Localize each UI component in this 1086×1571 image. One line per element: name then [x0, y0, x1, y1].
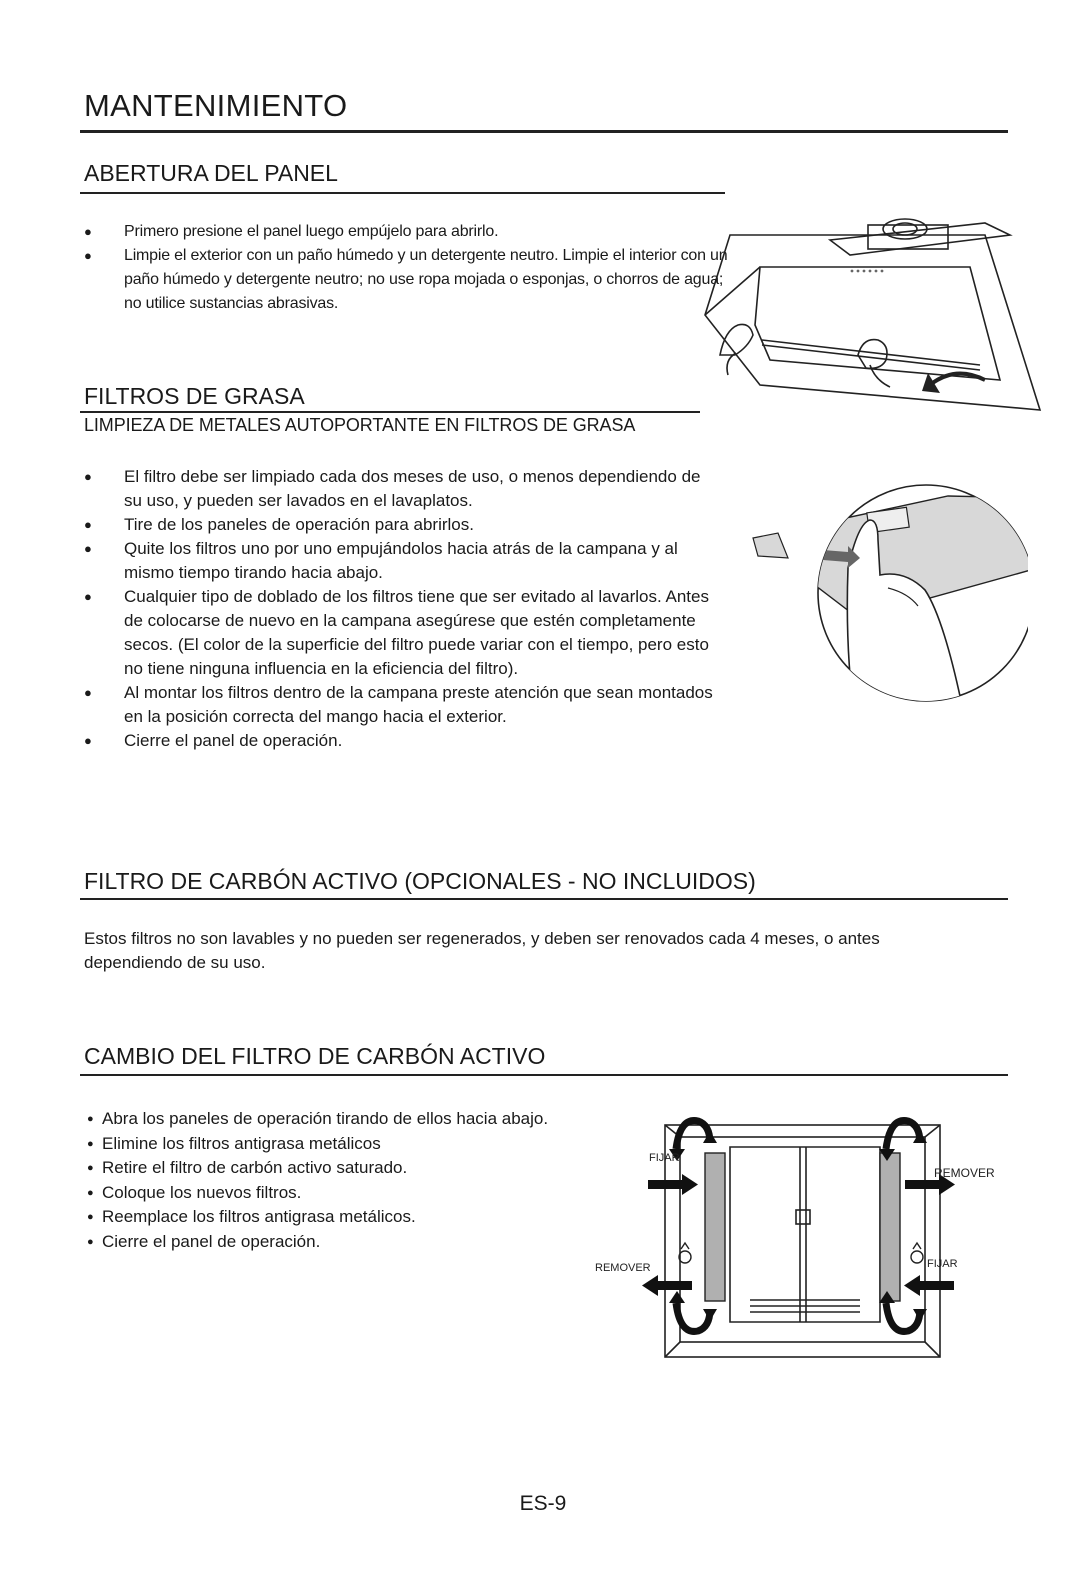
hood-panel-illustration: [700, 205, 1045, 415]
panel-bullet-list: [80, 220, 730, 316]
grease-heading: FILTROS DE GRASA: [84, 383, 305, 409]
list-item: ● Reemplace los filtros antigrasa metálicos.: [84, 1205, 684, 1230]
page-number: ES-9: [519, 1492, 567, 1515]
remover-bottom-label: REMOVER: [595, 1262, 651, 1274]
panel-divider: [80, 192, 725, 194]
carbon-filter-left: [705, 1153, 725, 1301]
carbon-divider: [80, 898, 1008, 900]
list-item: ● Cierre el panel de operación.: [84, 1230, 684, 1255]
grease-divider: [80, 411, 700, 413]
title-divider: [80, 130, 1008, 133]
list-item: ● Al montar los filtros dentro de la campana preste atención que sean montados en la posición correcta del mango hacia el exterior.: [80, 681, 720, 729]
change-heading: CAMBIO DEL FILTRO DE CARBÓN ACTIVO: [84, 1043, 546, 1069]
grease-subheading: LIMPIEZA DE METALES AUTOPORTANTE EN FILTROS DE GRASA: [84, 415, 636, 435]
carbon-filter-diagram: [590, 1105, 1020, 1360]
list-item: ● El filtro debe ser limpiado cada dos meses de uso, o menos dependiendo de su uso, y pueden ser lavados en el lavaplatos.: [80, 465, 720, 513]
fijar-top-label: FIJAR: [649, 1152, 680, 1164]
list-item: ● Limpie el exterior con un paño húmedo y un detergente neutro. Limpie el interior con un paño húmedo y detergente neutro; no use ropa mojada o esponjas, o chorros de agua; no utilice sustancias abrasivas.: [80, 244, 730, 316]
list-item: ● Elimine los filtros antigrasa metálicos: [84, 1132, 684, 1157]
list-item: ● Quite los filtros uno por uno empujándolos hacia atrás de la campana y al mismo tiempo tirando hacia abajo.: [80, 537, 720, 585]
list-item: ● Cualquier tipo de doblado de los filtros tiene que ser evitado al lavarlos. Antes de colocarse de nuevo en la campana asegúrese que estén completamente secos. (El color de la superficie del filtro puede variar con el tiempo, pero esto no tiene ninguna influencia en la eficiencia del filtro).: [80, 585, 720, 681]
panel-heading: ABERTURA DEL PANEL: [84, 160, 338, 186]
filter-removal-illustration: [748, 478, 1028, 713]
list-item: ● Coloque los nuevos filtros.: [84, 1181, 684, 1206]
arrow-icon: [642, 1131, 955, 1321]
carbon-heading: FILTRO DE CARBÓN ACTIVO (OPCIONALES - NO INCLUIDOS): [84, 868, 756, 894]
page-title: MANTENIMIENTO: [84, 88, 348, 123]
arrow-icon: [922, 373, 940, 393]
list-item: ● Retire el filtro de carbón activo saturado.: [84, 1156, 684, 1181]
list-item: ● Tire de los paneles de operación para abrirlos.: [80, 513, 720, 537]
fijar-bottom-label: FIJAR: [927, 1258, 958, 1270]
list-item: ● Abra los paneles de operación tirando de ellos hacia abajo.: [84, 1107, 684, 1132]
carbon-filter-right: [880, 1153, 900, 1301]
list-item: ● Primero presione el panel luego empújelo para abrirlo.: [80, 220, 730, 244]
change-divider: [80, 1074, 1008, 1076]
carbon-description: Estos filtros no son lavables y no pueden ser regenerados, y deben ser renovados cada 4 meses, o antes dependiendo de su uso.: [84, 929, 880, 972]
grease-bullet-list: [80, 465, 720, 753]
list-item: ● Cierre el panel de operación.: [80, 729, 720, 753]
remover-top-label: REMOVER: [934, 1166, 995, 1180]
